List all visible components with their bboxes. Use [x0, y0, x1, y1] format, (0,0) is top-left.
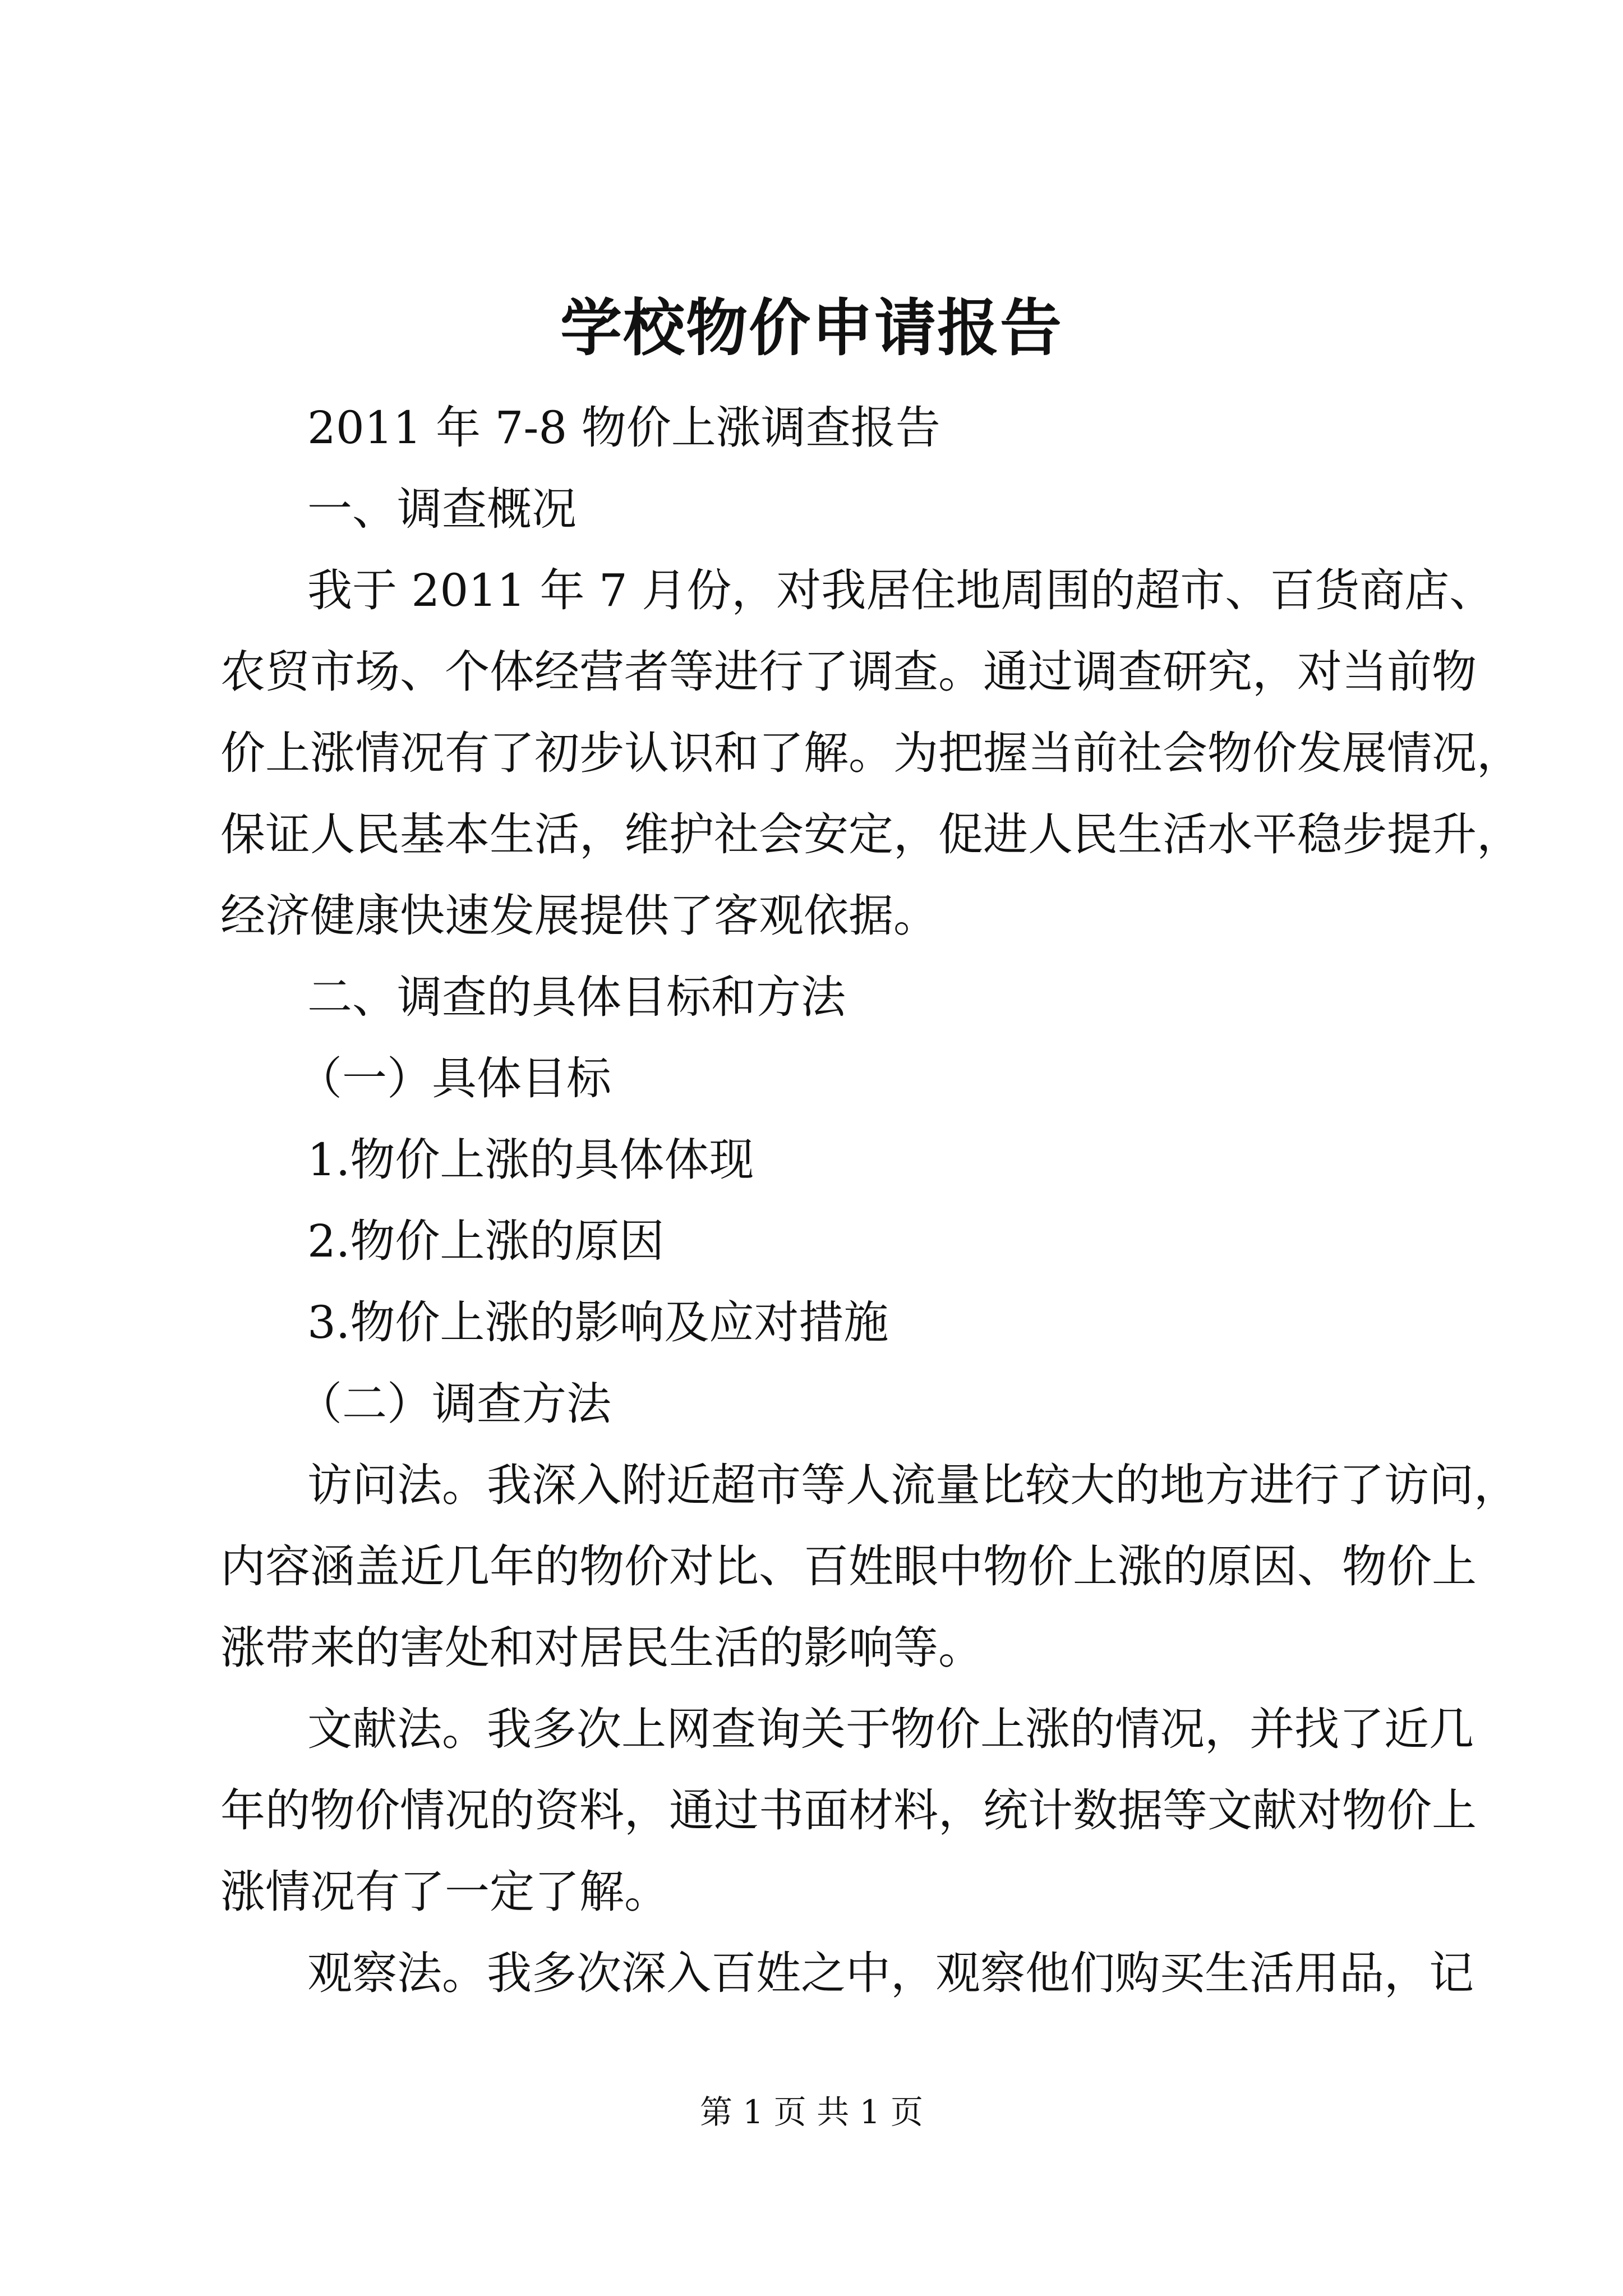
list-item-3: 3.物价上涨的影响及应对措施 [307, 1296, 889, 1349]
paragraph-3-line-2: 年的物价情况的资料，通过书面材料，统计数据等文献对物价上 [220, 1784, 1477, 1837]
paragraph-3-line-3: 涨情况有了一定了解。 [220, 1866, 669, 1918]
subtitle: 2011 年 7-8 物价上涨调查报告 [307, 402, 940, 454]
list-item-2: 2.物价上涨的原因 [307, 1215, 665, 1267]
paragraph-1-line-5: 经济健康快速发展提供了客观依据。 [220, 890, 938, 942]
section-heading-1: 一、调查概况 [307, 483, 577, 535]
paragraph-1-line-3: 价上涨情况有了初步认识和了解。为把握当前社会物价发展情况， [220, 727, 1521, 779]
paragraph-2-line-3: 涨带来的害处和对居民生活的影响等。 [220, 1622, 983, 1674]
paragraph-2-line-1: 访问法。我深入附近超市等人流量比较大的地方进行了访问， [307, 1459, 1519, 1511]
subsection-heading-2: （二）调查方法 [297, 1378, 611, 1430]
subsection-heading-1: （一）具体目标 [297, 1052, 611, 1105]
paragraph-4-line-1: 观察法。我多次深入百姓之中，观察他们购买生活用品，记 [307, 1947, 1474, 1999]
paragraph-1-line-4: 保证人民基本生活，维护社会安定，促进人民生活水平稳步提升， [220, 808, 1521, 861]
paragraph-2-line-2: 内容涵盖近几年的物价对比、百姓眼中物价上涨的原因、物价上 [220, 1540, 1477, 1593]
paragraph-1-line-2: 农贸市场、个体经营者等进行了调查。通过调查研究，对当前物 [220, 646, 1477, 698]
page-footer: 第 1 页 共 1 页 [700, 2093, 923, 2131]
section-heading-2: 二、调查的具体目标和方法 [307, 971, 846, 1023]
paragraph-1-line-1: 我于 2011 年 7 月份，对我居住地周围的超市、百货商店、 [307, 564, 1495, 616]
document-title: 学校物价申请报告 [560, 292, 1063, 364]
paragraph-3-line-1: 文献法。我多次上网查询关于物价上涨的情况，并找了近几 [307, 1703, 1474, 1755]
list-item-1: 1.物价上涨的具体体现 [307, 1134, 754, 1186]
